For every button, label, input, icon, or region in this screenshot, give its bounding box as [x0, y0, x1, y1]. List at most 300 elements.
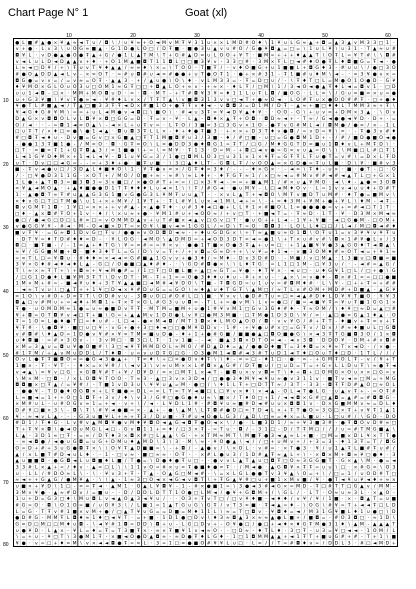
svg-text:●: ● — [309, 206, 313, 211]
svg-text:¥: ¥ — [137, 154, 140, 160]
svg-text:·: · — [23, 174, 24, 179]
svg-text:▲: ▲ — [258, 332, 262, 337]
svg-text:●: ● — [302, 206, 306, 211]
svg-text:+: + — [226, 129, 230, 135]
svg-text:D: D — [54, 306, 58, 312]
svg-text:=: = — [232, 510, 236, 515]
svg-text:-: - — [189, 434, 191, 439]
svg-text:¥: ¥ — [169, 401, 172, 407]
svg-text:♦: ♦ — [200, 287, 204, 293]
svg-text:M: M — [366, 211, 370, 217]
svg-text:G: G — [296, 91, 300, 97]
svg-text:+: + — [347, 287, 351, 293]
svg-text:¥: ¥ — [322, 300, 325, 306]
svg-text:¥: ¥ — [246, 205, 249, 211]
svg-text:●: ● — [22, 542, 26, 546]
svg-text:=: = — [47, 339, 51, 344]
svg-text:G: G — [28, 274, 32, 280]
svg-text:Ŧ: Ŧ — [328, 84, 332, 90]
svg-text:∪: ∪ — [207, 41, 210, 46]
svg-text:L: L — [361, 173, 364, 179]
svg-text:♦: ♦ — [60, 319, 64, 325]
svg-text:/: / — [144, 78, 146, 84]
svg-text:/: / — [150, 395, 152, 401]
svg-text:◄: ◄ — [207, 206, 211, 211]
svg-text:L: L — [246, 471, 249, 477]
svg-text:=: = — [392, 73, 396, 78]
svg-text:●: ● — [207, 73, 211, 78]
svg-text:▲: ▲ — [86, 193, 90, 198]
svg-text:×: × — [258, 388, 262, 394]
svg-text:+: + — [258, 243, 262, 249]
svg-text:≈: ≈ — [309, 307, 313, 312]
svg-text:O: O — [137, 483, 141, 489]
svg-text:=: = — [220, 472, 224, 477]
svg-text:¥: ¥ — [150, 224, 153, 230]
svg-text:O: O — [15, 357, 19, 363]
svg-text:T: T — [130, 331, 134, 337]
svg-text:◘: ◘ — [232, 350, 236, 356]
svg-text:●: ● — [79, 345, 83, 350]
svg-text:▲: ▲ — [303, 180, 307, 185]
svg-text:3: 3 — [329, 262, 332, 268]
svg-text:Ŧ: Ŧ — [238, 382, 242, 388]
svg-text:v: v — [309, 130, 312, 135]
svg-text:▲: ▲ — [309, 41, 313, 46]
svg-text:T: T — [283, 287, 287, 293]
svg-text:●: ● — [219, 453, 223, 458]
svg-text:□: □ — [334, 415, 338, 420]
svg-text:▲: ▲ — [252, 244, 256, 249]
svg-text:D: D — [290, 312, 294, 318]
svg-text:●: ● — [207, 484, 211, 489]
svg-text:L: L — [290, 490, 293, 496]
svg-text:∪: ∪ — [316, 269, 319, 274]
svg-text:T: T — [372, 205, 376, 211]
svg-text:Ŧ: Ŧ — [123, 445, 127, 451]
svg-text:/: / — [67, 167, 69, 173]
svg-text:D: D — [47, 173, 51, 179]
svg-text:+: + — [22, 426, 26, 432]
svg-text:O: O — [303, 471, 307, 477]
svg-text:■: ■ — [353, 149, 357, 154]
svg-text:≈: ≈ — [41, 269, 45, 274]
svg-text:T: T — [123, 224, 127, 230]
svg-text:Ŧ: Ŧ — [232, 116, 236, 122]
svg-text:M: M — [41, 522, 45, 528]
svg-text:◘: ◘ — [60, 122, 64, 128]
svg-text:1: 1 — [201, 243, 204, 249]
svg-text:∪: ∪ — [296, 269, 299, 274]
svg-text:□: □ — [47, 542, 51, 546]
svg-text:1: 1 — [118, 522, 121, 528]
svg-text:▲: ▲ — [169, 434, 173, 439]
svg-text:□: □ — [341, 218, 345, 223]
svg-text:/: / — [329, 471, 331, 477]
svg-text:♦: ♦ — [341, 439, 345, 445]
svg-text:=: = — [85, 79, 89, 84]
svg-text:●: ● — [22, 225, 26, 230]
svg-text:◘: ◘ — [271, 224, 275, 230]
svg-text:+: + — [303, 433, 307, 439]
svg-text:-: - — [221, 60, 223, 65]
svg-text:3: 3 — [175, 439, 178, 445]
svg-text:#: # — [341, 135, 345, 141]
svg-text:≈: ≈ — [385, 421, 389, 426]
svg-text:×: × — [373, 91, 377, 97]
svg-text:=: = — [277, 415, 281, 420]
svg-text:T: T — [162, 217, 166, 223]
svg-text:◄: ◄ — [194, 472, 198, 477]
svg-text:≈: ≈ — [213, 85, 217, 90]
svg-text:\: \ — [323, 503, 325, 509]
svg-text:□: □ — [207, 389, 211, 394]
svg-text:D: D — [143, 522, 147, 528]
svg-text:·: · — [68, 326, 69, 331]
svg-text:◄: ◄ — [111, 402, 115, 407]
svg-text:#: # — [220, 407, 224, 413]
svg-text:O: O — [322, 148, 326, 154]
svg-text:■: ■ — [98, 415, 102, 420]
svg-text:G: G — [79, 46, 83, 52]
svg-text:∪: ∪ — [322, 351, 325, 356]
svg-text:◘: ◘ — [194, 97, 198, 103]
svg-text:≈: ≈ — [347, 326, 351, 331]
svg-text:≈: ≈ — [54, 434, 58, 439]
svg-text:3: 3 — [92, 179, 95, 185]
svg-text:M: M — [245, 464, 249, 470]
svg-text:L: L — [80, 116, 83, 122]
svg-text:·: · — [195, 79, 196, 84]
svg-text:◄: ◄ — [347, 85, 351, 90]
svg-text:≈: ≈ — [373, 180, 377, 185]
svg-text:-: - — [112, 453, 114, 458]
svg-text:G: G — [162, 300, 166, 306]
svg-text:G: G — [130, 255, 134, 261]
svg-text:♦: ♦ — [251, 110, 255, 116]
svg-text:T: T — [308, 78, 312, 84]
svg-text:◘: ◘ — [22, 382, 26, 388]
svg-text:=: = — [226, 301, 230, 306]
svg-text:∪: ∪ — [181, 206, 184, 211]
svg-text:□: □ — [104, 516, 108, 521]
svg-text:=: = — [130, 225, 134, 230]
svg-text:O: O — [73, 388, 77, 394]
svg-text:\: \ — [329, 91, 331, 97]
svg-text:≈: ≈ — [156, 453, 160, 458]
svg-text:+: + — [213, 477, 217, 483]
svg-text:·: · — [144, 117, 145, 122]
svg-text:O: O — [60, 503, 64, 509]
svg-text:O: O — [335, 338, 339, 344]
svg-text:+: + — [54, 395, 58, 401]
svg-text:∪: ∪ — [335, 389, 338, 394]
svg-text:=: = — [98, 529, 102, 534]
svg-text:■: ■ — [117, 180, 121, 185]
svg-text:·: · — [221, 130, 222, 135]
svg-text:·: · — [93, 339, 94, 344]
svg-text:●: ● — [366, 180, 370, 185]
svg-text:¥: ¥ — [341, 300, 344, 306]
svg-text:≈: ≈ — [124, 415, 128, 420]
svg-text:\: \ — [150, 522, 152, 528]
svg-text:×: × — [111, 331, 115, 337]
svg-text:▲: ▲ — [379, 288, 383, 293]
svg-text:¥: ¥ — [48, 65, 51, 71]
svg-text:≈: ≈ — [124, 256, 128, 261]
svg-text:·: · — [323, 478, 324, 483]
svg-text:/: / — [304, 509, 306, 515]
svg-text:=: = — [245, 358, 249, 363]
svg-text:T: T — [232, 433, 236, 439]
svg-text:D: D — [54, 471, 58, 477]
svg-text:Ŧ: Ŧ — [225, 464, 229, 470]
svg-text:▲: ▲ — [328, 396, 332, 401]
svg-text:·: · — [387, 168, 388, 173]
svg-text:#: # — [258, 452, 262, 458]
svg-text:+: + — [296, 452, 300, 458]
svg-text:·: · — [387, 117, 388, 122]
svg-text:·: · — [285, 244, 286, 249]
svg-text:□: □ — [213, 206, 217, 211]
svg-text:◘: ◘ — [264, 319, 268, 325]
row-number: 10 — [3, 98, 13, 104]
svg-text:#: # — [15, 72, 19, 78]
svg-text:O: O — [181, 122, 185, 128]
svg-text:·: · — [214, 193, 215, 198]
svg-text:/: / — [16, 274, 18, 280]
svg-text:M: M — [124, 217, 128, 223]
svg-text:●: ● — [22, 307, 26, 312]
svg-text:◘: ◘ — [35, 439, 39, 445]
svg-text:¥: ¥ — [99, 331, 102, 337]
svg-text:3: 3 — [207, 91, 210, 97]
svg-text:×: × — [373, 433, 377, 439]
svg-text:◘: ◘ — [309, 65, 313, 71]
svg-text:∪: ∪ — [98, 320, 101, 325]
svg-text:Ŧ: Ŧ — [296, 154, 300, 160]
svg-text:-: - — [42, 377, 44, 382]
svg-text:=: = — [385, 256, 389, 261]
svg-text:M: M — [130, 420, 134, 426]
svg-text:T: T — [315, 53, 319, 59]
svg-text:3: 3 — [137, 338, 140, 344]
svg-text:□: □ — [347, 484, 351, 489]
svg-text:L: L — [393, 528, 396, 534]
svg-text:≈: ≈ — [277, 199, 281, 204]
svg-text:□: □ — [79, 320, 83, 325]
svg-text:=: = — [271, 446, 275, 451]
svg-text:●: ● — [181, 358, 185, 363]
svg-text:/: / — [336, 325, 338, 331]
svg-text:♦: ♦ — [85, 255, 89, 261]
svg-text:=: = — [309, 472, 313, 477]
svg-text:G: G — [328, 509, 332, 515]
svg-text:O: O — [149, 230, 153, 236]
svg-text:O: O — [73, 84, 77, 90]
svg-text:O: O — [252, 40, 256, 46]
svg-text:¥: ¥ — [335, 281, 338, 287]
svg-text:≈: ≈ — [213, 269, 217, 274]
svg-text:□: □ — [117, 339, 121, 344]
svg-text:♦: ♦ — [85, 452, 89, 458]
svg-text:□: □ — [15, 149, 19, 154]
svg-text:G: G — [322, 116, 326, 122]
svg-text:-: - — [61, 282, 63, 287]
svg-text:D: D — [156, 414, 160, 420]
svg-text:D: D — [92, 236, 96, 242]
svg-text:·: · — [265, 465, 266, 470]
svg-text:■: ■ — [353, 256, 357, 261]
svg-text:D: D — [271, 116, 275, 122]
svg-text:G: G — [41, 249, 45, 255]
svg-text:□: □ — [181, 472, 185, 477]
svg-text:#: # — [373, 148, 377, 154]
svg-text:T: T — [359, 53, 363, 59]
svg-text:=: = — [347, 427, 351, 432]
svg-text:¥: ¥ — [22, 53, 25, 59]
svg-text:∪: ∪ — [264, 136, 267, 141]
svg-text:≈: ≈ — [85, 218, 89, 223]
svg-text:×: × — [137, 433, 141, 439]
svg-text:Ŧ: Ŧ — [111, 103, 115, 109]
svg-text:D: D — [379, 186, 383, 192]
svg-text:O: O — [271, 192, 275, 198]
svg-text:T: T — [47, 198, 51, 204]
svg-text:¥: ¥ — [131, 287, 134, 293]
svg-text:O: O — [341, 515, 345, 521]
svg-text:L: L — [124, 122, 127, 128]
svg-text:¥: ¥ — [220, 401, 223, 407]
svg-text:D: D — [124, 490, 128, 496]
svg-text:Ŧ: Ŧ — [79, 148, 83, 154]
svg-text:=: = — [149, 155, 153, 160]
svg-text:v: v — [220, 104, 223, 109]
svg-text:-: - — [42, 389, 44, 394]
svg-text:M: M — [117, 439, 121, 445]
svg-text:D: D — [60, 331, 64, 337]
svg-text:■: ■ — [238, 402, 242, 407]
svg-text:□: □ — [149, 453, 153, 458]
svg-text:¥: ¥ — [194, 312, 197, 318]
svg-text:■: ■ — [392, 497, 396, 502]
svg-text:+: + — [105, 401, 109, 407]
svg-text:×: × — [28, 490, 32, 496]
svg-text:·: · — [374, 294, 375, 299]
svg-text:□: □ — [264, 440, 268, 445]
svg-text:1: 1 — [380, 331, 383, 337]
svg-text:T: T — [130, 509, 134, 515]
svg-text:\: \ — [304, 110, 306, 116]
svg-text:G: G — [277, 464, 281, 470]
svg-text:∪: ∪ — [47, 288, 50, 293]
svg-text:T: T — [206, 243, 210, 249]
svg-text:#: # — [360, 464, 364, 470]
svg-text:≈: ≈ — [162, 73, 166, 78]
svg-text:-: - — [284, 339, 286, 344]
svg-text:D: D — [143, 534, 147, 540]
svg-text:#: # — [283, 306, 287, 312]
svg-text:◘: ◘ — [271, 331, 275, 337]
svg-text:G: G — [328, 268, 332, 274]
svg-text:□: □ — [309, 351, 313, 356]
svg-text:◘: ◘ — [66, 458, 70, 464]
svg-text:▲: ▲ — [118, 497, 122, 502]
svg-text:=: = — [22, 446, 26, 451]
svg-text:=: = — [156, 123, 160, 128]
svg-text:□: □ — [258, 85, 262, 90]
svg-text:3: 3 — [226, 78, 229, 84]
svg-text:D: D — [79, 167, 83, 173]
svg-text:+: + — [264, 217, 268, 223]
svg-text:¥: ¥ — [143, 369, 146, 375]
svg-text:×: × — [181, 363, 185, 369]
svg-text:#: # — [181, 53, 185, 59]
svg-text:□: □ — [232, 98, 236, 103]
svg-text:●: ● — [379, 459, 383, 464]
svg-text:■: ■ — [360, 326, 364, 331]
svg-text:≈: ≈ — [156, 529, 160, 534]
svg-text:+: + — [85, 59, 89, 65]
svg-text:◘: ◘ — [335, 274, 339, 280]
svg-text:◄: ◄ — [175, 231, 179, 236]
svg-text:·: · — [342, 193, 343, 198]
svg-text:L: L — [22, 40, 25, 46]
svg-text:≈: ≈ — [239, 358, 243, 363]
svg-text:v: v — [380, 130, 383, 135]
svg-text:◄: ◄ — [284, 117, 288, 122]
svg-text:L: L — [150, 338, 153, 344]
svg-text:·: · — [189, 351, 190, 356]
svg-text:D: D — [309, 211, 313, 217]
svg-text:L: L — [290, 287, 293, 293]
svg-text:♦: ♦ — [149, 262, 153, 268]
svg-text:×: × — [328, 325, 332, 331]
svg-text:◄: ◄ — [347, 225, 351, 230]
svg-text:M: M — [188, 471, 192, 477]
svg-text:◘: ◘ — [252, 116, 256, 122]
svg-text:D: D — [137, 116, 141, 122]
svg-text:=: = — [328, 79, 332, 84]
svg-text:G: G — [226, 414, 230, 420]
svg-text:\: \ — [157, 224, 159, 230]
svg-text:O: O — [245, 65, 249, 71]
svg-text:D: D — [175, 236, 179, 242]
svg-text:¥: ¥ — [341, 293, 344, 299]
svg-text:M: M — [162, 40, 166, 46]
svg-text:-: - — [74, 415, 76, 420]
svg-text:\: \ — [150, 249, 152, 255]
svg-text:♦: ♦ — [200, 205, 204, 211]
svg-text:T: T — [219, 426, 223, 432]
svg-text:□: □ — [379, 41, 383, 46]
svg-text:+: + — [54, 464, 58, 470]
svg-text:+: + — [117, 414, 121, 420]
svg-text:∪: ∪ — [322, 161, 325, 166]
svg-text:□: □ — [111, 427, 115, 432]
svg-text:\: \ — [36, 293, 38, 299]
svg-text:/: / — [36, 420, 38, 426]
svg-text:G: G — [181, 395, 185, 401]
svg-text:O: O — [118, 167, 122, 173]
svg-text:L: L — [150, 300, 153, 306]
svg-text:·: · — [16, 389, 17, 394]
svg-text:-: - — [208, 472, 210, 477]
svg-text:v: v — [354, 41, 357, 46]
svg-text:♦: ♦ — [277, 528, 281, 534]
svg-text:×: × — [366, 369, 370, 375]
svg-text:#: # — [315, 395, 319, 401]
